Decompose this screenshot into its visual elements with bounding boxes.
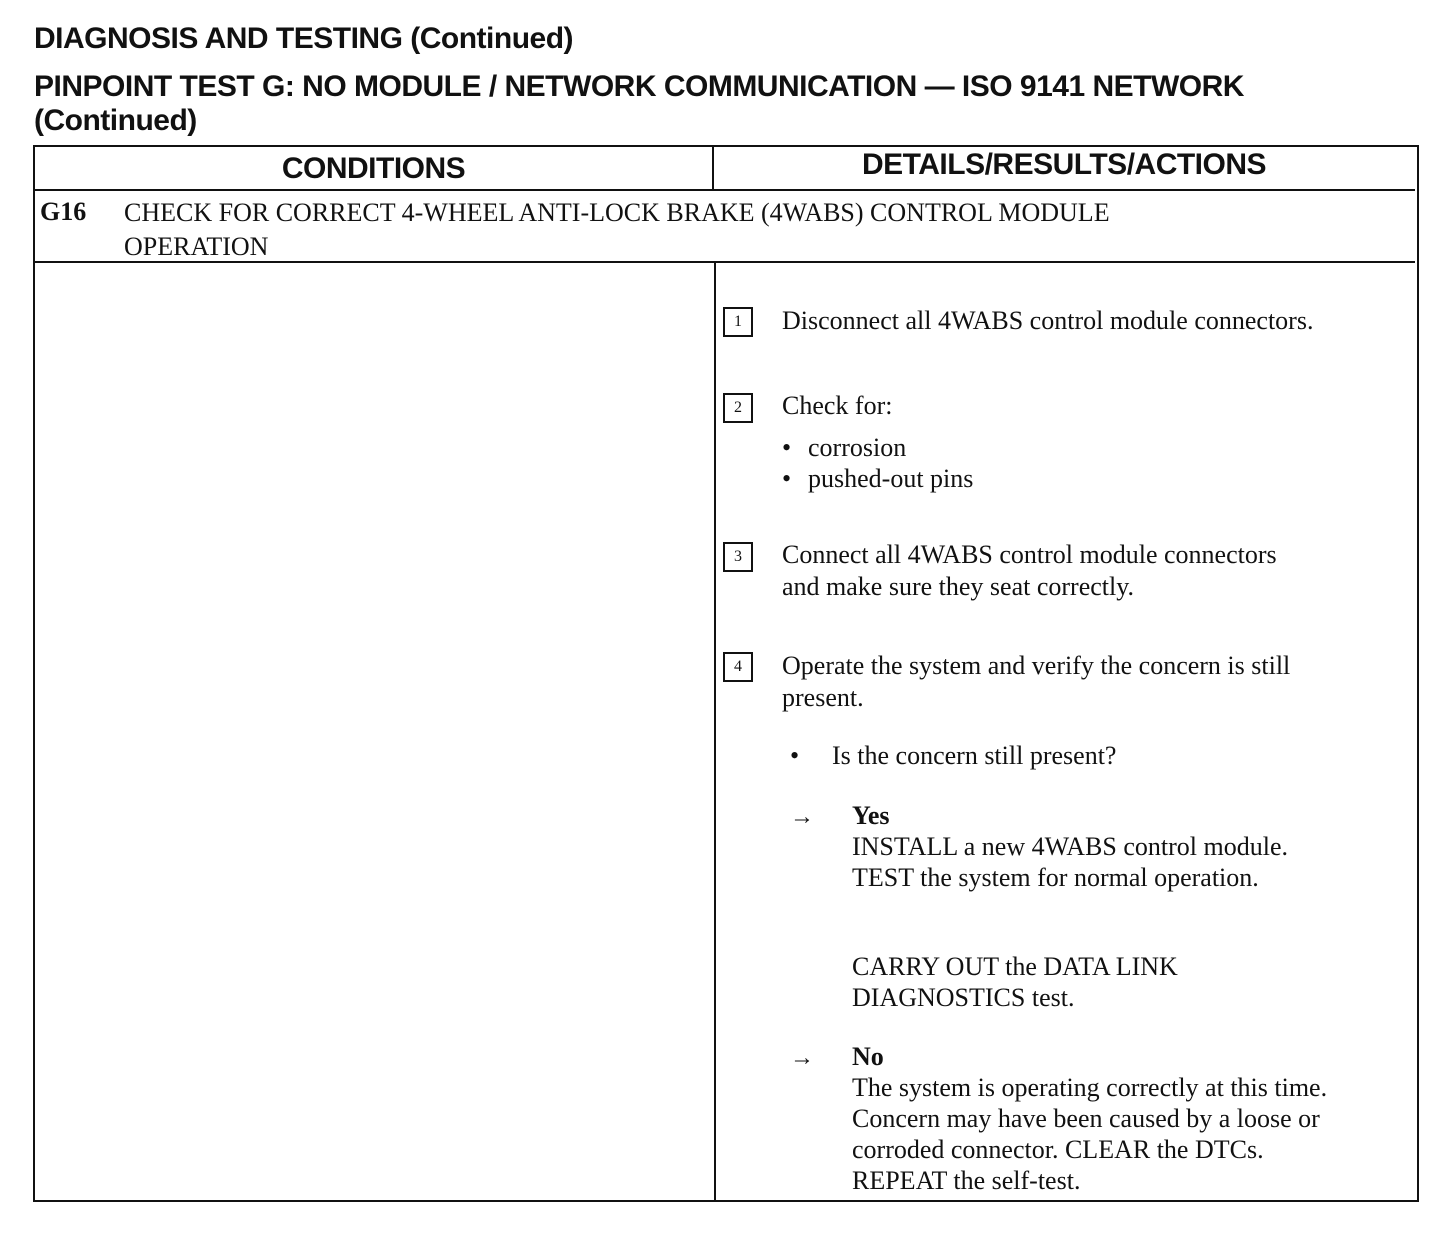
answer-line: CARRY OUT the DATA LINK: [852, 952, 1178, 981]
step-title-line1: CHECK FOR CORRECT 4-WHEEL ANTI-LOCK BRAKE (4WABS) CONTROL MODULE: [124, 198, 1110, 227]
pinpoint-test-title-line1: PINPOINT TEST G: NO MODULE / NETWORK COMMUNICATION — ISO 9141 NETWORK: [34, 70, 1244, 103]
page-title: DIAGNOSIS AND TESTING (Continued): [34, 22, 574, 55]
bullet-icon: •: [790, 741, 800, 770]
pinpoint-test-title: [34, 70, 1414, 138]
answer-line: corroded connector. CLEAR the DTCs.: [852, 1135, 1264, 1164]
action-text: Disconnect all 4WABS control module connectors.: [782, 306, 1314, 335]
action-text-line: Connect all 4WABS control module connectors: [782, 540, 1277, 569]
answer-line: TEST the system for normal operation.: [852, 863, 1259, 892]
action-text: [782, 539, 1402, 603]
question: [790, 741, 1116, 771]
answer-yes-extra-text: [852, 951, 1412, 1013]
answer-no-label: No: [852, 1042, 884, 1071]
column-header-conditions: CONDITIONS: [281, 152, 466, 185]
check-list-item: • corrosion: [782, 432, 973, 463]
action-text: [782, 650, 1402, 714]
column-header-details: DETAILS/RESULTS/ACTIONS: [861, 148, 1267, 181]
action-number-box: 2: [723, 393, 753, 423]
check-list-item: • pushed-out pins: [782, 463, 973, 494]
column-divider-body: [714, 261, 716, 1202]
answer-line: Concern may have been caused by a loose or: [852, 1104, 1320, 1133]
action-text-line: Operate the system and verify the concern is still: [782, 651, 1291, 680]
answer-line: INSTALL a new 4WABS control module.: [852, 832, 1288, 861]
answer-no-text: [852, 1072, 1412, 1196]
answer-line: The system is operating correctly at this time.: [852, 1073, 1328, 1102]
action-text-line: present.: [782, 683, 864, 712]
arrow-right-icon: →: [790, 804, 814, 830]
check-list: [782, 432, 973, 494]
step-title-line2: OPERATION: [124, 232, 269, 261]
action-number-box: 3: [723, 542, 753, 572]
header-divider: [33, 189, 1415, 191]
answer-line: DIAGNOSTICS test.: [852, 983, 1075, 1012]
answer-yes-text: [852, 831, 1412, 893]
step-title: [124, 196, 1364, 264]
step-id: G16: [40, 197, 87, 226]
action-number-box: 4: [723, 652, 753, 682]
answer-line: REPEAT the self-test.: [852, 1166, 1081, 1195]
action-number-box: 1: [723, 307, 753, 337]
answer-yes-label: Yes: [852, 801, 890, 830]
question-text: Is the concern still present?: [832, 741, 1117, 770]
action-text-line: and make sure they seat correctly.: [782, 572, 1135, 601]
arrow-right-icon: →: [790, 1045, 814, 1071]
pinpoint-test-title-line2: (Continued): [34, 104, 197, 137]
action-text: Check for:: [782, 391, 893, 420]
